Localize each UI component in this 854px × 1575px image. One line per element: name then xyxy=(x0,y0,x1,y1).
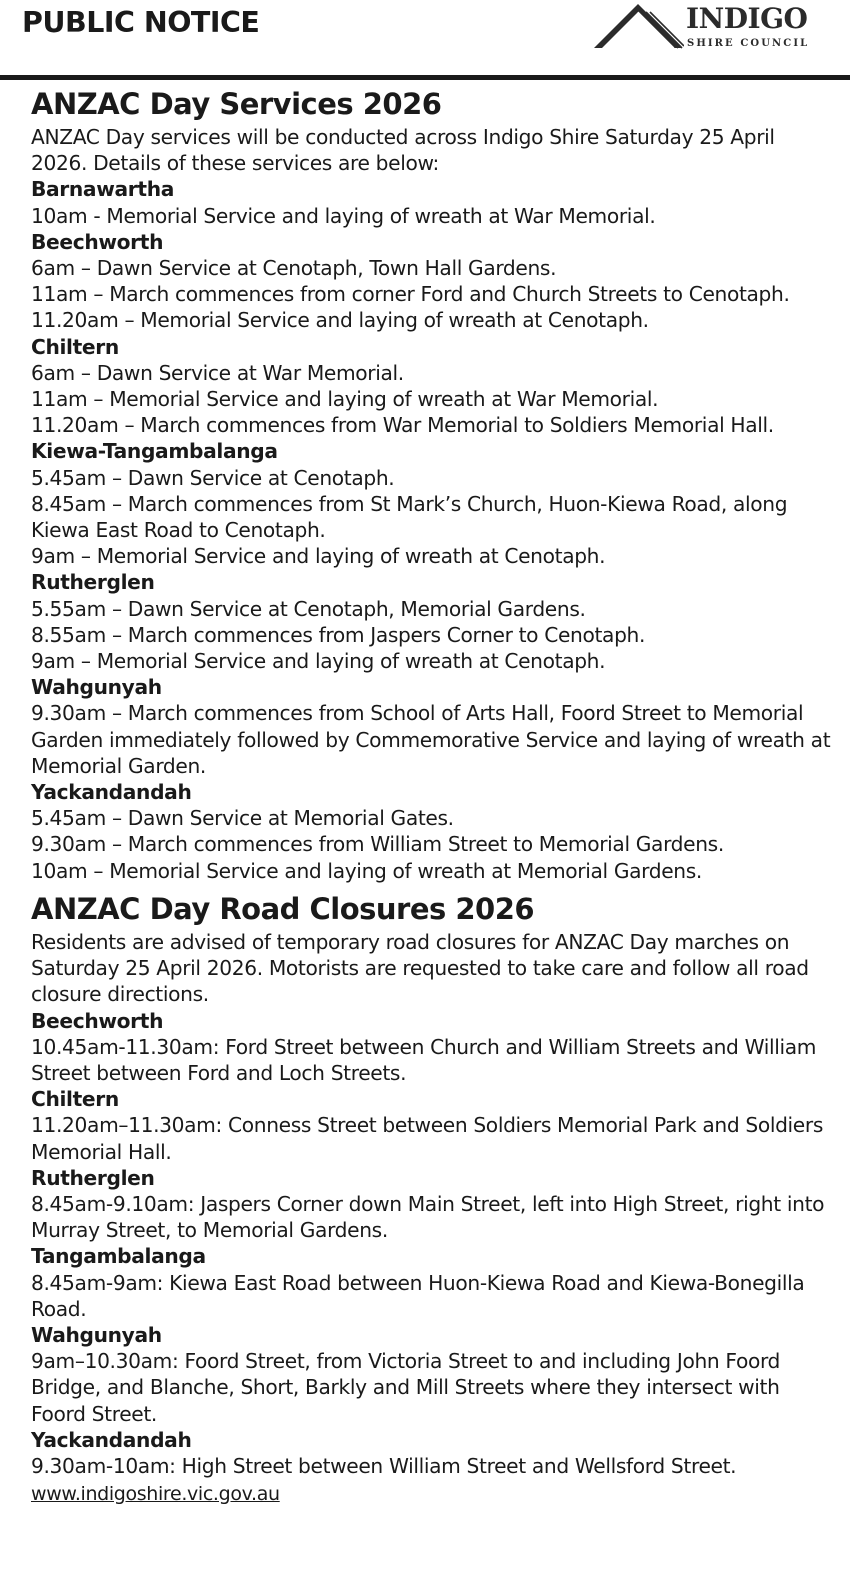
town-name: Chiltern xyxy=(31,334,119,359)
closures-intro: Residents are advised of temporary road closures for ANZAC Day marches on Saturday 25 April 2026. Motorists are requested to take care and follow all road closure directions. xyxy=(31,929,809,1007)
town-name: Wahgunyah xyxy=(31,1322,162,1347)
logo-name-text: INDIGO xyxy=(686,2,808,35)
town-name: Kiewa-Tangambalanga xyxy=(31,439,278,464)
website-link[interactable]: www.indigoshire.vic.gov.au xyxy=(31,1483,280,1506)
schedule-line: 10am - Memorial Service and laying of wreath at War Memorial. xyxy=(31,203,656,228)
roof-logo-icon xyxy=(592,2,684,52)
schedule-line: 10am – Memorial Service and laying of wreath at Memorial Gardens. xyxy=(31,858,702,883)
closures-list xyxy=(31,1008,831,1480)
services-list xyxy=(31,176,831,883)
indigo-shire-logo xyxy=(592,2,822,52)
schedule-line: 8.45am-9am: Kiewa East Road between Huon-Kiewa Road and Kiewa-Bonegilla Road. xyxy=(31,1270,805,1321)
schedule-line: 6am – Dawn Service at Cenotaph, Town Hall Gardens. xyxy=(31,256,557,281)
schedule-line: 5.45am – Dawn Service at Cenotaph. xyxy=(31,465,395,490)
town-name: Rutherglen xyxy=(31,1165,155,1190)
schedule-line: 11.20am – March commences from War Memorial to Soldiers Memorial Hall. xyxy=(31,413,774,438)
notice-content xyxy=(31,84,831,1507)
schedule-line: 8.45am-9.10am: Jaspers Corner down Main Street, left into High Street, right into Murray Street, to Memorial Gardens. xyxy=(31,1191,825,1243)
services-intro: ANZAC Day services will be conducted across Indigo Shire Saturday 25 April 2026. Details of these services are below: xyxy=(31,125,775,176)
schedule-line: 8.55am – March commences from Jaspers Corner to Cenotaph. xyxy=(31,622,646,647)
schedule-line: 5.55am – Dawn Service at Cenotaph, Memorial Gardens. xyxy=(31,596,586,621)
schedule-line: 11am – March commences from corner Ford and Church Streets to Cenotaph. xyxy=(31,282,790,307)
schedule-line: 9am–10.30am: Foord Street, from Victoria Street to and including John Foord Bridge, and Blanche, Short, Barkly and Mill Streets where they intersect with Foord Street. xyxy=(31,1349,781,1426)
schedule-line: 8.45am – March commences from St Mark’s Church, Huon-Kiewa Road, along Kiewa East Road to Cenotaph. xyxy=(31,491,788,543)
town-name: Yackandandah xyxy=(31,1427,192,1452)
schedule-line: 5.45am – Dawn Service at Memorial Gates. xyxy=(31,806,454,831)
town-name: Tangambalanga xyxy=(31,1244,206,1269)
town-name: Beechworth xyxy=(31,1008,164,1033)
schedule-line: 9am – Memorial Service and laying of wreath at Cenotaph. xyxy=(31,544,606,569)
schedule-line: 9am – Memorial Service and laying of wreath at Cenotaph. xyxy=(31,649,606,674)
town-name: Wahgunyah xyxy=(31,675,162,700)
schedule-line: 11am – Memorial Service and laying of wreath at War Memorial. xyxy=(31,387,659,412)
schedule-line: 9.30am – March commences from William Street to Memorial Gardens. xyxy=(31,832,724,857)
schedule-line: 10.45am-11.30am: Ford Street between Church and William Streets and William Street between Ford and Loch Streets. xyxy=(31,1034,817,1085)
town-name: Chiltern xyxy=(31,1087,119,1112)
schedule-line: 11.20am–11.30am: Conness Street between Soldiers Memorial Park and Soldiers Memorial Hall. xyxy=(31,1113,823,1164)
closures-heading: ANZAC Day Road Closures 2026 xyxy=(31,891,535,926)
town-name: Barnawartha xyxy=(31,177,174,202)
town-name: Yackandandah xyxy=(31,780,192,805)
schedule-line: 11.20am – Memorial Service and laying of wreath at Cenotaph. xyxy=(31,308,649,333)
schedule-line: 9.30am-10am: High Street between William Street and Wellsford Street. xyxy=(31,1453,737,1478)
services-heading: ANZAC Day Services 2026 xyxy=(31,87,442,121)
logo-subtitle-text: SHIRE COUNCIL xyxy=(687,38,810,49)
public-notice-title: PUBLIC NOTICE xyxy=(22,6,260,39)
town-name: Beechworth xyxy=(31,229,164,254)
header-rule xyxy=(0,75,850,80)
schedule-line: 9.30am – March commences from School of Arts Hall, Foord Street to Memorial Garden immediately followed by Commemorative Service and laying of wreath at Memorial Garden. xyxy=(31,701,831,778)
town-name: Rutherglen xyxy=(31,570,155,595)
notice-header xyxy=(0,0,854,74)
schedule-line: 6am – Dawn Service at War Memorial. xyxy=(31,360,404,385)
